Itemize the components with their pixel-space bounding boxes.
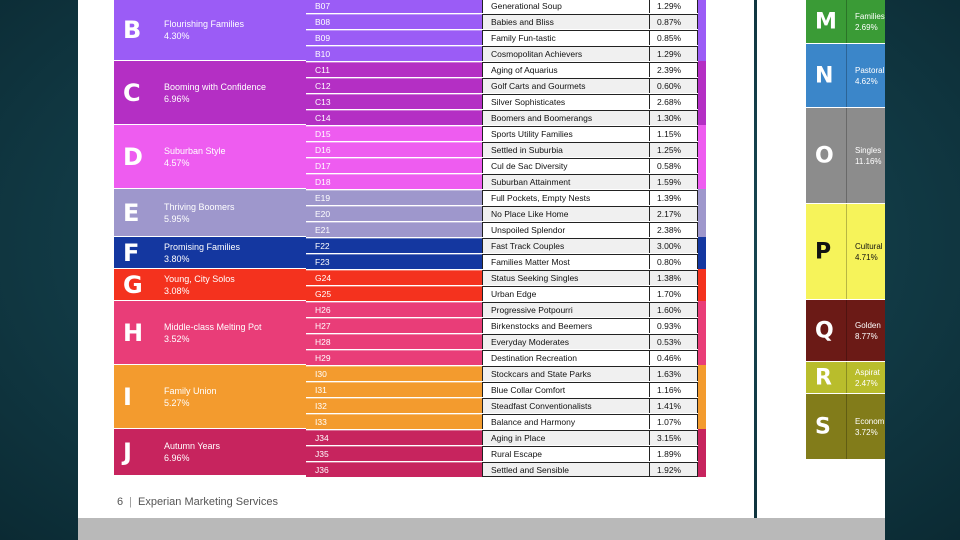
color-stripe <box>698 237 706 253</box>
segment-name: Blue Collar Comfort <box>482 382 650 397</box>
footer-separator: | <box>129 496 132 508</box>
segment-name: Settled in Suburbia <box>482 142 650 157</box>
segment-name: Balance and Harmony <box>482 414 650 429</box>
color-stripe <box>698 189 706 205</box>
segment-code: J36 <box>306 462 482 477</box>
segment-name: Status Seeking Singles <box>482 270 650 285</box>
group-label <box>164 440 302 464</box>
group-label <box>164 321 302 345</box>
segment-group <box>114 189 306 236</box>
adjacent-group-label <box>855 145 882 167</box>
adjacent-group-label <box>855 65 884 87</box>
group-percent: 3.80% <box>164 253 190 264</box>
group-name: Autumn Years <box>164 441 221 451</box>
adjacent-group-name: Families <box>855 11 885 21</box>
color-stripe <box>698 45 706 61</box>
adjacent-group-letter: O <box>815 143 834 168</box>
group-percent: 4.30% <box>164 31 190 41</box>
segment-code: D18 <box>306 174 482 189</box>
segment-name: Boomers and Boomerangs <box>482 110 650 125</box>
color-stripe <box>698 397 706 413</box>
segment-percent: 1.70% <box>650 286 698 301</box>
adjacent-group-name: Pastoral <box>855 65 885 75</box>
group-label <box>164 81 302 105</box>
group-name: Booming with Confidence <box>164 81 267 92</box>
segment-code: G25 <box>306 286 482 301</box>
viewer-bottom-bar <box>78 518 885 540</box>
segment-percent: 1.30% <box>650 110 698 125</box>
segment-code: C14 <box>306 110 482 125</box>
segment-code: I31 <box>306 382 482 397</box>
adjacent-group-percent: 2.69% <box>855 22 878 32</box>
segment-code: I30 <box>306 366 482 381</box>
adjacent-group-name: Singles <box>855 145 882 155</box>
segment-percent: 1.38% <box>650 270 698 285</box>
segment-name: Rural Escape <box>482 446 650 461</box>
adjacent-group-letter: Q <box>815 318 834 343</box>
group-letter: B <box>123 16 142 44</box>
segment-name: Everyday Moderates <box>482 334 650 349</box>
segment-percent: 0.87% <box>650 14 698 29</box>
segment-name: No Place Like Home <box>482 206 650 221</box>
segment-name: Full Pockets, Empty Nests <box>482 190 650 205</box>
page-number: 6 <box>117 496 124 508</box>
segment-name: Sports Utility Families <box>482 126 650 141</box>
color-stripe <box>698 445 706 461</box>
segment-percent: 1.25% <box>650 142 698 157</box>
segment-code: B09 <box>306 30 482 45</box>
segment-code: H29 <box>306 350 482 365</box>
group-percent: 6.96% <box>164 453 190 463</box>
segment-percent: 1.89% <box>650 446 698 461</box>
group-label <box>164 201 302 225</box>
color-stripe <box>698 365 706 381</box>
group-letter: H <box>123 318 144 347</box>
color-stripe <box>698 29 706 45</box>
segment-percent: 1.59% <box>650 174 698 189</box>
segment-group <box>114 125 306 188</box>
adjacent-group-letter: R <box>815 365 832 390</box>
segment-code: I33 <box>306 414 482 429</box>
group-percent: 6.96% <box>164 93 190 104</box>
adjacent-group-letter: M <box>815 9 837 34</box>
segment-code: H27 <box>306 318 482 333</box>
adjacent-group-name: Golden <box>855 320 881 330</box>
segment-code: F23 <box>306 254 482 269</box>
segment-percent: 1.60% <box>650 302 698 317</box>
group-label <box>164 18 302 42</box>
segment-code: I32 <box>306 398 482 413</box>
adjacent-group-percent: 4.62% <box>855 76 878 86</box>
segment-percent: 0.60% <box>650 78 698 93</box>
segment-percent: 3.15% <box>650 430 698 445</box>
segment-code: C11 <box>306 62 482 77</box>
color-stripe <box>698 349 706 365</box>
segment-code: G24 <box>306 270 482 285</box>
color-stripe <box>698 13 706 29</box>
segment-code: F22 <box>306 238 482 253</box>
segment-name: Destination Recreation <box>482 350 650 365</box>
segment-code: D16 <box>306 142 482 157</box>
adjacent-group-percent: 4.71% <box>855 252 878 262</box>
segment-name: Cosmopolitan Achievers <box>482 46 650 61</box>
segment-name: Families Matter Most <box>482 254 650 269</box>
segment-percent: 0.85% <box>650 30 698 45</box>
adjacent-group-percent: 11.16% <box>855 156 882 166</box>
segment-name: Silver Sophisticates <box>482 94 650 109</box>
adjacent-group-label <box>855 241 883 263</box>
segment-code: C13 <box>306 94 482 109</box>
adjacent-group-percent: 3.72% <box>855 427 878 437</box>
group-label <box>164 385 302 409</box>
segment-percent: 0.46% <box>650 350 698 365</box>
segment-percent: 1.29% <box>650 46 698 61</box>
adjacent-group-name: Aspirat <box>855 367 880 377</box>
segment-name: Golf Carts and Gourmets <box>482 78 650 93</box>
segment-group <box>114 0 306 60</box>
segment-percent: 1.15% <box>650 126 698 141</box>
segment-code: H28 <box>306 334 482 349</box>
segment-percent: 1.92% <box>650 462 698 477</box>
adjacent-group-letter: P <box>815 239 832 264</box>
color-stripe <box>698 285 706 301</box>
segment-name: Progressive Potpourri <box>482 302 650 317</box>
adjacent-group-label <box>855 320 881 342</box>
segment-percent: 1.63% <box>650 366 698 381</box>
group-name: Suburban Style <box>164 145 226 156</box>
segment-percent: 2.39% <box>650 62 698 77</box>
segment-name: Generational Soup <box>482 0 650 13</box>
adjacent-group-percent: 2.47% <box>855 378 878 388</box>
segment-group <box>114 429 306 475</box>
group-name: Middle-class Melting Pot <box>164 321 262 332</box>
group-name: Thriving Boomers <box>164 201 235 212</box>
color-stripe <box>698 461 706 477</box>
color-stripe <box>698 333 706 349</box>
segment-name: Settled and Sensible <box>482 462 650 477</box>
segment-code: C12 <box>306 78 482 93</box>
adjacent-group-letter: S <box>815 414 831 439</box>
group-letter: D <box>123 142 143 171</box>
segment-group <box>114 269 306 300</box>
color-stripe <box>698 381 706 397</box>
color-stripe <box>698 413 706 429</box>
segment-code: E19 <box>306 190 482 205</box>
group-name: Family Union <box>164 385 217 396</box>
segment-percent: 1.29% <box>650 0 698 13</box>
group-letter: E <box>123 198 140 227</box>
color-stripe <box>698 93 706 109</box>
color-stripe <box>698 0 706 13</box>
color-stripe <box>698 157 706 173</box>
column-divider <box>846 300 847 361</box>
segment-percent: 1.41% <box>650 398 698 413</box>
segment-percent: 1.16% <box>650 382 698 397</box>
segment-name: Stockcars and State Parks <box>482 366 650 381</box>
segment-percent: 0.80% <box>650 254 698 269</box>
column-divider <box>846 204 847 299</box>
segment-percent: 2.68% <box>650 94 698 109</box>
column-divider <box>846 394 847 459</box>
segment-percent: 0.53% <box>650 334 698 349</box>
segment-name: Steadfast Conventionalists <box>482 398 650 413</box>
group-label <box>164 241 302 265</box>
publisher-name: Experian Marketing Services <box>137 496 278 508</box>
group-percent: 5.27% <box>164 397 190 408</box>
segment-name: Aging of Aquarius <box>482 62 650 77</box>
segment-name: Aging in Place <box>482 430 650 445</box>
group-letter: G <box>123 270 143 299</box>
segment-code: B10 <box>306 46 482 61</box>
segment-percent: 2.38% <box>650 222 698 237</box>
segment-group <box>114 365 306 428</box>
color-stripe <box>698 61 706 77</box>
adjacent-group-percent: 8.77% <box>855 331 878 341</box>
segment-group <box>114 237 306 268</box>
color-stripe <box>698 221 706 237</box>
group-letter: F <box>123 238 140 267</box>
column-divider <box>846 362 847 393</box>
segment-name: Suburban Attainment <box>482 174 650 189</box>
column-divider <box>846 44 847 107</box>
color-stripe <box>698 125 706 141</box>
adjacent-group-label <box>855 367 880 389</box>
segment-code: D15 <box>306 126 482 141</box>
group-name: Young, City Solos <box>164 273 235 284</box>
adjacent-group-label <box>855 11 885 33</box>
column-divider <box>846 0 847 43</box>
segment-group <box>114 61 306 124</box>
page-footer <box>117 496 278 508</box>
segment-code: D17 <box>306 158 482 173</box>
segment-code: B08 <box>306 14 482 29</box>
group-percent: 5.95% <box>164 213 190 224</box>
color-stripe <box>698 141 706 157</box>
segment-code: H26 <box>306 302 482 317</box>
segment-name: Family Fun-tastic <box>482 30 650 45</box>
group-percent: 3.52% <box>164 333 190 344</box>
adjacent-group-label <box>855 416 884 438</box>
color-stripe <box>698 109 706 125</box>
segment-percent: 3.00% <box>650 238 698 253</box>
color-stripe <box>698 269 706 285</box>
adjacent-group-letter: N <box>815 63 834 88</box>
segment-group <box>114 301 306 364</box>
segment-code: J34 <box>306 430 482 445</box>
segment-name: Unspoiled Splendor <box>482 222 650 237</box>
segment-percent: 1.39% <box>650 190 698 205</box>
adjacent-group-name: Econom <box>855 416 885 426</box>
table-bottom-border <box>482 476 698 477</box>
color-stripe <box>698 317 706 333</box>
group-label <box>164 145 302 169</box>
color-stripe <box>698 173 706 189</box>
group-name: Promising Families <box>164 241 241 252</box>
group-percent: 4.57% <box>164 157 190 168</box>
color-stripe <box>698 253 706 269</box>
segment-code: E21 <box>306 222 482 237</box>
color-stripe <box>698 301 706 317</box>
group-letter: J <box>123 438 132 466</box>
color-stripe <box>698 205 706 221</box>
adjacent-group-name: Cultural <box>855 241 883 251</box>
group-letter: I <box>123 382 132 411</box>
segment-name: Babies and Bliss <box>482 14 650 29</box>
segment-code: B07 <box>306 0 482 13</box>
segment-percent: 2.17% <box>650 206 698 221</box>
segment-percent: 0.58% <box>650 158 698 173</box>
color-stripe <box>698 77 706 93</box>
group-percent: 3.08% <box>164 285 190 296</box>
color-stripe <box>698 429 706 445</box>
segment-percent: 0.93% <box>650 318 698 333</box>
group-letter: C <box>123 78 141 107</box>
segment-name: Cul de Sac Diversity <box>482 158 650 173</box>
segment-percent: 1.07% <box>650 414 698 429</box>
segment-code: E20 <box>306 206 482 221</box>
group-label <box>164 273 302 297</box>
segment-name: Fast Track Couples <box>482 238 650 253</box>
segment-name: Urban Edge <box>482 286 650 301</box>
group-name: Flourishing Families <box>164 19 245 29</box>
segment-code: J35 <box>306 446 482 461</box>
segment-name: Birkenstocks and Beemers <box>482 318 650 333</box>
column-divider <box>846 108 847 203</box>
